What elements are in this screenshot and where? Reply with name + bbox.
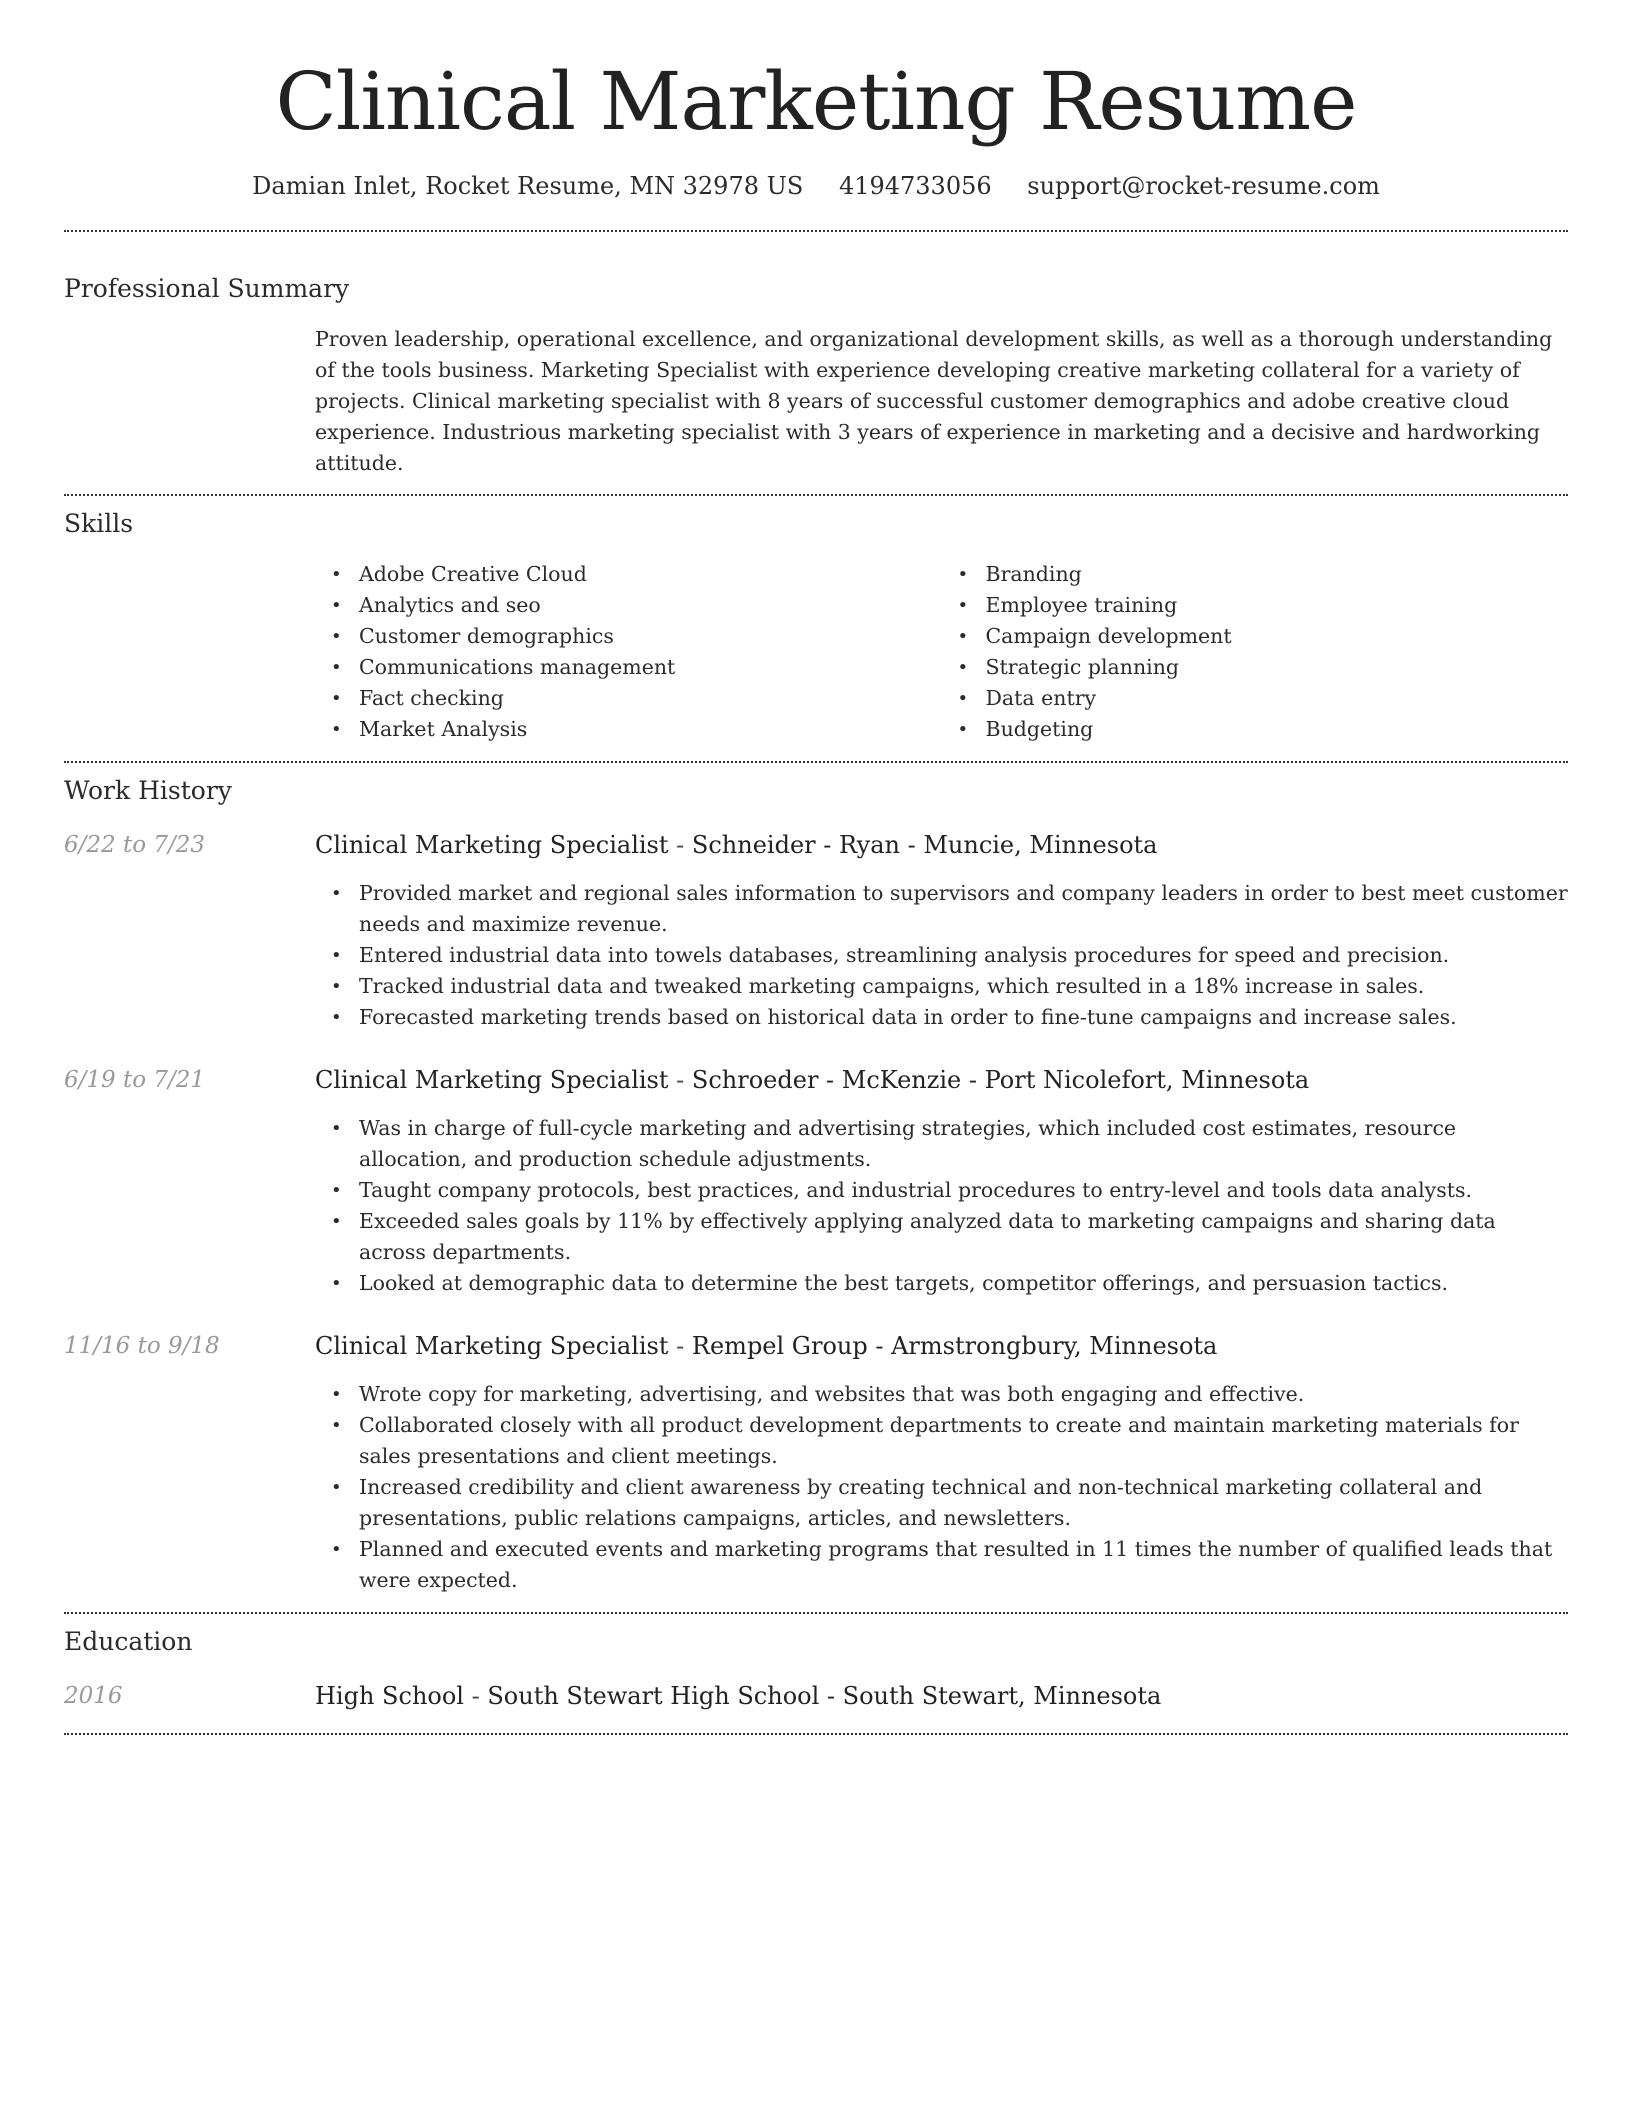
skill-item: • Market Analysis bbox=[359, 714, 942, 745]
job-heading: Clinical Marketing Specialist - Schroeder - McKenzie - Port Nicolefort, Minnesota bbox=[315, 1066, 1310, 1094]
contact-address: Damian Inlet, Rocket Resume, MN 32978 US bbox=[252, 172, 804, 200]
summary-heading: Professional Summary bbox=[64, 274, 350, 303]
job-bullet: • Was in charge of full-cycle marketing and advertising strategies, which included cost estimates, resource allocation, and production schedule adjustments. bbox=[359, 1113, 1568, 1175]
education-section bbox=[64, 1625, 1568, 1713]
job-entry bbox=[64, 828, 1568, 1033]
education-entry bbox=[64, 1679, 1568, 1713]
job-dates: 11/16 to 9/18 bbox=[64, 1333, 220, 1359]
education-date: 2016 bbox=[64, 1683, 123, 1709]
job-bullet: • Looked at demographic data to determine the best targets, competitor offerings, and persuasion tactics. bbox=[359, 1268, 1568, 1299]
job-title: Clinical Marketing Specialist bbox=[315, 1332, 669, 1360]
divider bbox=[64, 1612, 1568, 1614]
job-title: Clinical Marketing Specialist bbox=[315, 831, 669, 859]
divider bbox=[64, 1733, 1568, 1735]
job-heading: Clinical Marketing Specialist - Rempel Group - Armstrongbury, Minnesota bbox=[315, 1332, 1218, 1360]
job-employer: Schroeder - McKenzie - Port Nicolefort, Minnesota bbox=[691, 1066, 1310, 1094]
skill-item: • Fact checking bbox=[359, 683, 942, 714]
divider bbox=[64, 494, 1568, 496]
job-title: Clinical Marketing Specialist bbox=[315, 1066, 669, 1094]
contact-phone: 4194733056 bbox=[838, 172, 992, 200]
job-bullets bbox=[315, 1379, 1568, 1596]
job-bullet: • Entered industrial data into towels databases, streamlining analysis procedures for speed and precision. bbox=[359, 940, 1568, 971]
education-heading-line: High School - South Stewart High School - South Stewart, Minnesota bbox=[315, 1682, 1162, 1710]
divider bbox=[64, 761, 1568, 763]
education-heading: Education bbox=[64, 1627, 193, 1656]
job-entry bbox=[64, 1063, 1568, 1299]
job-employer: Rempel Group - Armstrongbury, Minnesota bbox=[691, 1332, 1218, 1360]
summary-section bbox=[64, 272, 1568, 479]
work-history-section bbox=[64, 774, 1568, 1596]
job-bullet: • Planned and executed events and marketing programs that resulted in 11 times the number of qualified leads that were expected. bbox=[359, 1534, 1568, 1596]
job-bullets bbox=[315, 1113, 1568, 1299]
resume-page bbox=[64, 0, 1568, 1735]
skill-item: • Strategic planning bbox=[986, 652, 1569, 683]
skill-item: • Communications management bbox=[359, 652, 942, 683]
contact-email: support@rocket-resume.com bbox=[1027, 172, 1380, 200]
skill-item: • Customer demographics bbox=[359, 621, 942, 652]
skill-item: • Campaign development bbox=[986, 621, 1569, 652]
skills-list-left bbox=[315, 559, 942, 745]
job-dates: 6/22 to 7/23 bbox=[64, 832, 206, 858]
job-bullet: • Provided market and regional sales information to supervisors and company leaders in order to best meet customer needs and maximize revenue. bbox=[359, 878, 1568, 940]
job-dates: 6/19 to 7/21 bbox=[64, 1067, 206, 1093]
skills-list-right bbox=[942, 559, 1569, 745]
skills-heading: Skills bbox=[64, 509, 134, 538]
job-heading: Clinical Marketing Specialist - Schneider - Ryan - Muncie, Minnesota bbox=[315, 831, 1158, 859]
education-school: South Stewart High School - South Stewart, Minnesota bbox=[487, 1682, 1162, 1710]
skill-item: • Branding bbox=[986, 559, 1569, 590]
work-history-heading: Work History bbox=[64, 776, 232, 805]
skill-item: • Employee training bbox=[986, 590, 1569, 621]
skill-item: • Adobe Creative Cloud bbox=[359, 559, 942, 590]
skill-item: • Data entry bbox=[986, 683, 1569, 714]
divider bbox=[64, 230, 1568, 232]
job-bullet: • Collaborated closely with all product development departments to create and maintain marketing materials for sales presentations and client meetings. bbox=[359, 1410, 1568, 1472]
education-degree: High School bbox=[315, 1682, 464, 1710]
summary-text: Proven leadership, operational excellence, and organizational development skills, as well as a thorough understanding of the tools business. Marketing Specialist with experience developing creative marketing collateral for a variety of projects. Clinical marketing specialist with 8 years of successful customer demographics and adobe creative cloud experience. Industrious marketing specialist with 3 years of experience in marketing and a decisive and hardworking attitude. bbox=[315, 327, 1553, 475]
job-employer: Schneider - Ryan - Muncie, Minnesota bbox=[691, 831, 1158, 859]
job-bullet: • Taught company protocols, best practices, and industrial procedures to entry-level and tools data analysts. bbox=[359, 1175, 1568, 1206]
resume-title: Clinical Marketing Resume bbox=[275, 55, 1357, 148]
contact-line bbox=[64, 170, 1568, 202]
skill-item: • Budgeting bbox=[986, 714, 1569, 745]
job-bullet: • Wrote copy for marketing, advertising, and websites that was both engaging and effective. bbox=[359, 1379, 1568, 1410]
job-bullets bbox=[315, 878, 1568, 1033]
job-bullet: • Increased credibility and client awareness by creating technical and non-technical marketing collateral and presentations, public relations campaigns, articles, and newsletters. bbox=[359, 1472, 1568, 1534]
job-entry bbox=[64, 1329, 1568, 1596]
job-bullet: • Tracked industrial data and tweaked marketing campaigns, which resulted in a 18% increase in sales. bbox=[359, 971, 1568, 1002]
skill-item: • Analytics and seo bbox=[359, 590, 942, 621]
job-bullet: • Exceeded sales goals by 11% by effectively applying analyzed data to marketing campaigns and sharing data across departments. bbox=[359, 1206, 1568, 1268]
job-bullet: • Forecasted marketing trends based on historical data in order to fine-tune campaigns and increase sales. bbox=[359, 1002, 1568, 1033]
skills-section bbox=[64, 507, 1568, 745]
